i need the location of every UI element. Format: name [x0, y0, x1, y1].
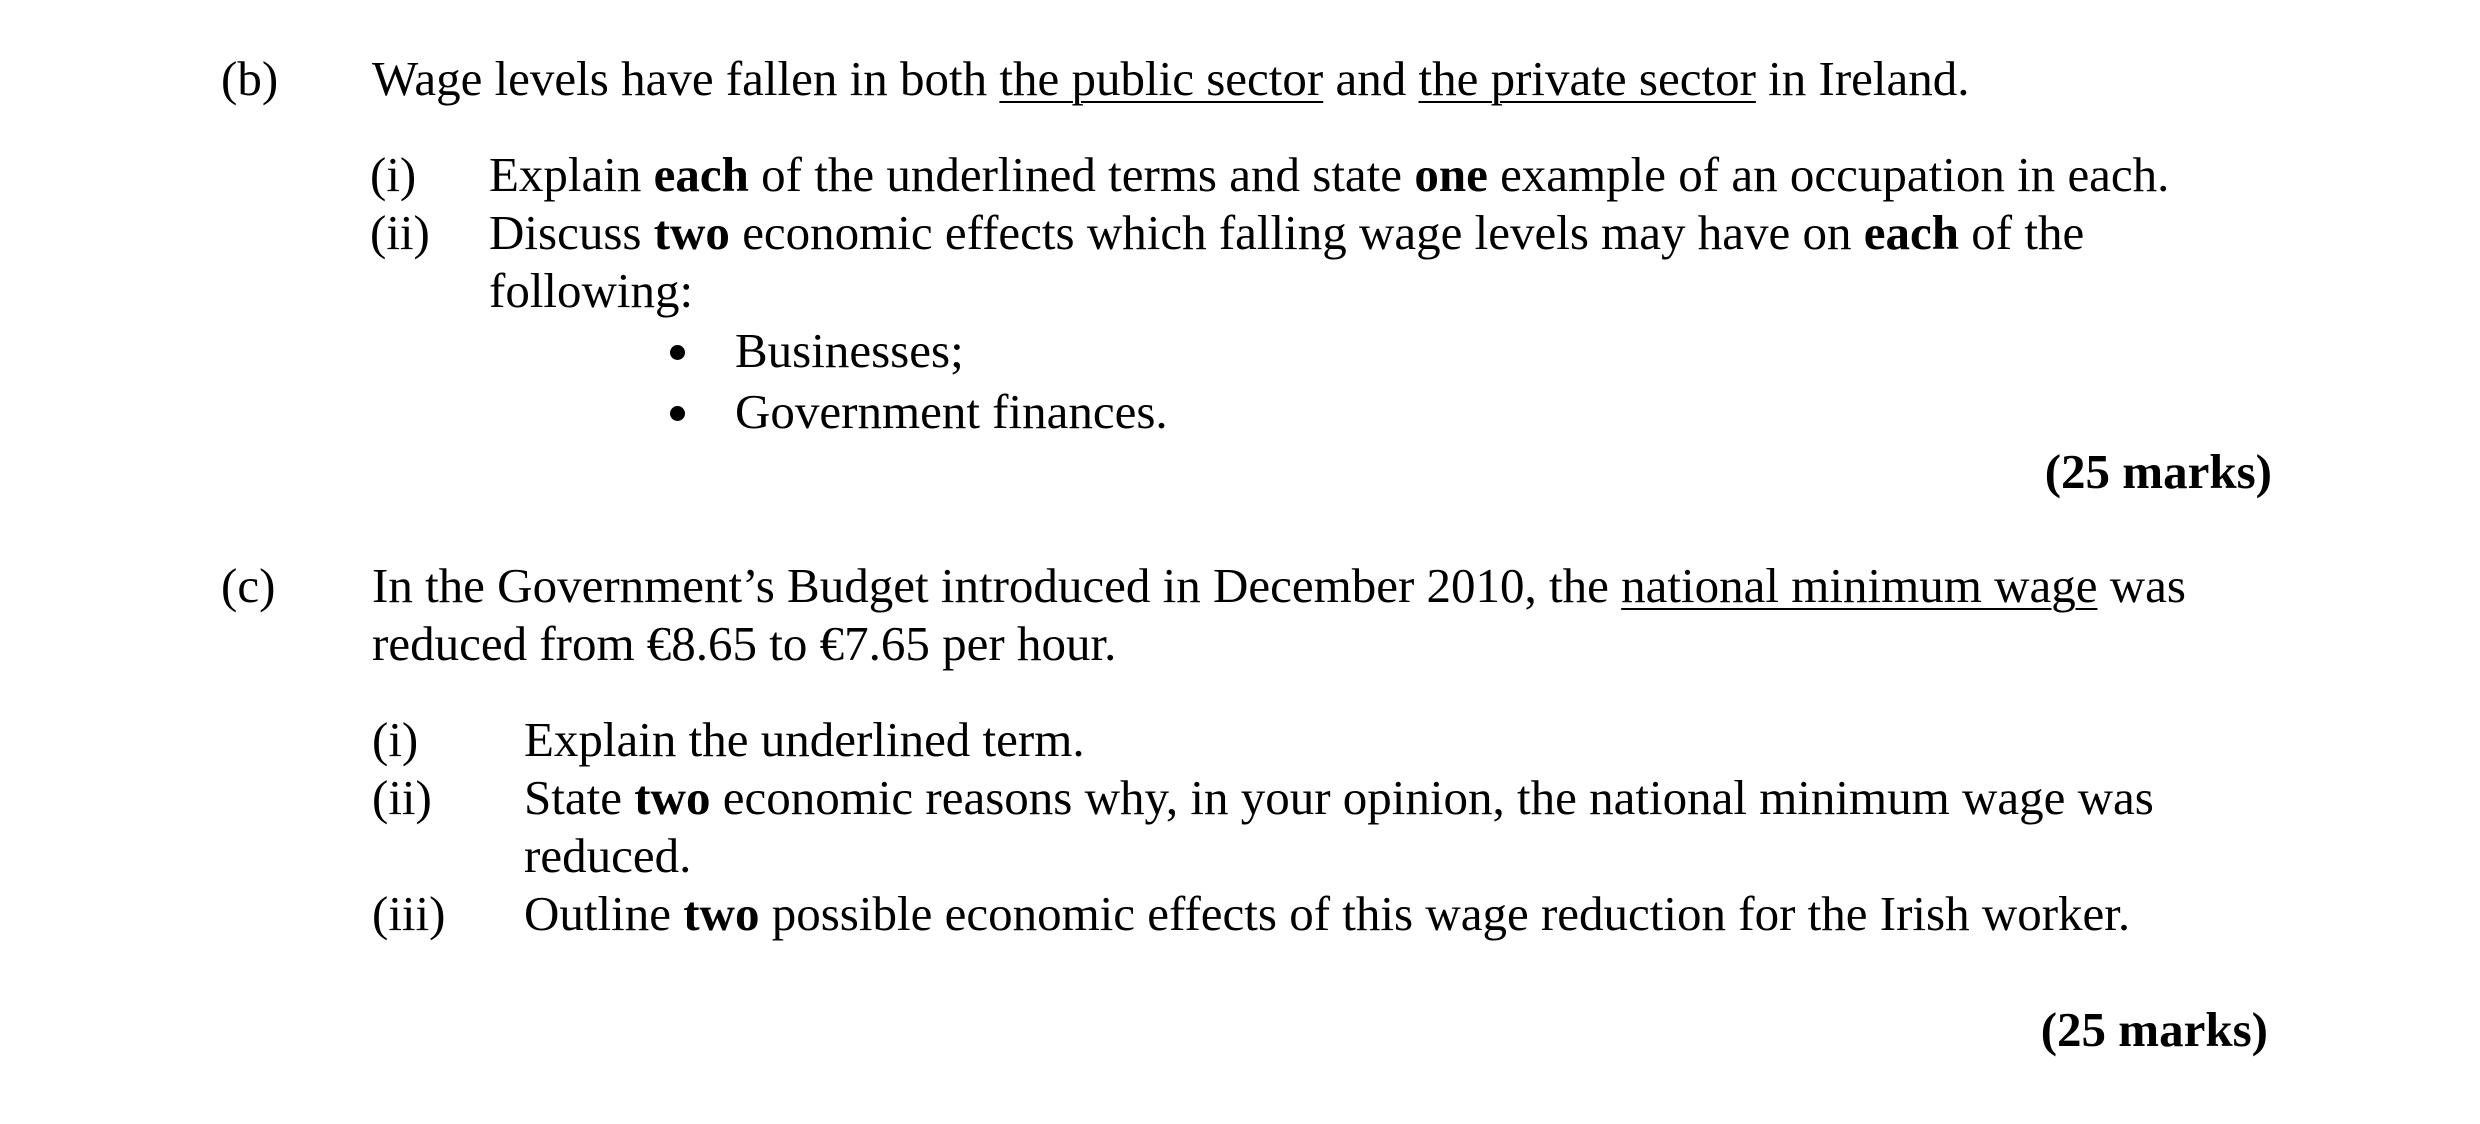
bullet-item-government-finances: Government finances. [735, 384, 1168, 439]
part-c-ii-text-line2: reduced. [524, 828, 692, 883]
part-text: example of an occupation in each. [1487, 147, 2170, 202]
part-b-ii-text-line2: following: [489, 263, 694, 318]
question-c-stem [372, 557, 2186, 615]
question-c-stem-line2: reduced from €8.65 to €7.65 per hour. [372, 616, 1117, 671]
question-c-label: (c) [221, 558, 276, 613]
part-text: Outline [524, 886, 684, 941]
part-text: economic effects which falling wage levels may have on [729, 205, 1864, 260]
part-text: Discuss [489, 205, 654, 260]
part-text: State [524, 770, 635, 825]
underlined-term-private-sector: the private sector [1418, 51, 1756, 106]
bold-word: two [683, 886, 760, 941]
bold-word: one [1414, 147, 1488, 202]
part-c-ii-label: (ii) [372, 770, 432, 825]
underlined-term-public-sector: the public sector [999, 51, 1324, 106]
stem-text: was [2097, 558, 2186, 613]
underlined-term-national-minimum-wage: national minimum wage [1621, 558, 2098, 613]
stem-text: and [1323, 51, 1419, 106]
part-text: of the [1959, 205, 2085, 260]
part-text: economic reasons why, in your opinion, the national minimum wage was [710, 770, 2154, 825]
bold-word: two [634, 770, 711, 825]
part-text: Explain [489, 147, 654, 202]
part-text: possible economic effects of this wage reduction for the Irish worker. [759, 886, 2131, 941]
question-c-marks: (25 marks) [2040, 1002, 2268, 1057]
part-b-ii-label: (ii) [370, 205, 430, 260]
bold-word: each [1863, 205, 1960, 260]
part-b-i-text [489, 146, 2169, 204]
bullet-icon [670, 406, 685, 421]
part-c-iii-text [524, 885, 2130, 943]
part-text: of the underlined terms and state [748, 147, 1415, 202]
bullet-icon [670, 345, 685, 360]
part-c-ii-text [524, 769, 2154, 827]
part-b-ii-text [489, 204, 2084, 262]
question-b-marks: (25 marks) [2044, 444, 2272, 499]
part-c-i-label: (i) [372, 712, 419, 767]
bullet-item-businesses: Businesses; [735, 323, 964, 378]
bold-word: each [653, 147, 749, 202]
part-b-i-label: (i) [370, 147, 417, 202]
question-b-label: (b) [221, 51, 279, 106]
stem-text: in Ireland. [1755, 51, 1970, 106]
part-c-iii-label: (iii) [372, 886, 446, 941]
part-c-i-text: Explain the underlined term. [524, 712, 1085, 767]
question-b-stem [372, 50, 1970, 108]
stem-text: Wage levels have fallen in both [372, 51, 1000, 106]
bold-word: two [653, 205, 730, 260]
stem-text: In the Government’s Budget introduced in December 2010, the [372, 558, 1622, 613]
